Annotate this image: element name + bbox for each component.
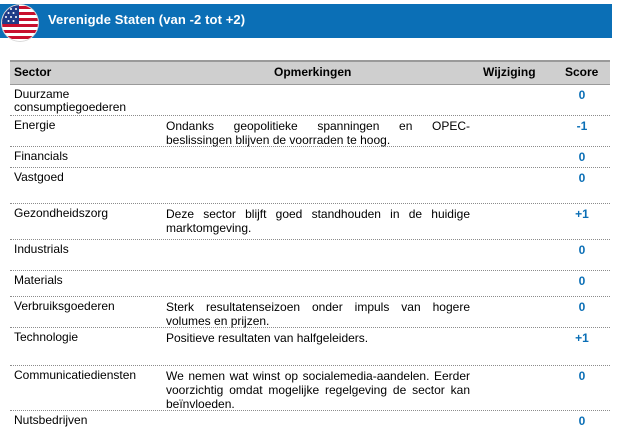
score-cell: +1 xyxy=(575,331,589,345)
sector-table xyxy=(10,60,610,433)
table-row xyxy=(10,297,610,328)
table-row xyxy=(10,147,610,168)
banner-title: Verenigde Staten (van -2 tot +2) xyxy=(48,12,246,27)
table-row xyxy=(10,411,610,433)
score-cell: 0 xyxy=(578,414,586,428)
score-cell: 0 xyxy=(578,243,586,257)
header-score: Score xyxy=(565,65,599,79)
sector-cell: Vastgoed xyxy=(14,170,64,184)
table-header xyxy=(10,60,610,85)
score-cell: +1 xyxy=(575,207,589,221)
opmerkingen-cell: We nemen wat winst op socialemedia-aandelen. Eerder voorzichtig omdat mogelijke regelgeving de sector kan beïnvloeden. xyxy=(166,369,470,411)
sector-cell: Nutsbedrijven xyxy=(14,413,88,427)
sector-cell: Duurzame consumptiegoederen xyxy=(14,87,127,114)
header-wijziging: Wijziging xyxy=(483,65,536,79)
opmerkingen-cell: Sterk resultatenseizoen onder impuls van hogere volumes en prijzen. xyxy=(166,300,470,328)
table-row xyxy=(10,116,610,147)
us-flag-icon xyxy=(2,5,38,41)
opmerkingen-cell: Deze sector blijft goed standhouden in de huidige marktomgeving. xyxy=(166,207,470,235)
table-row xyxy=(10,168,610,204)
title-banner xyxy=(0,4,612,38)
header-opmerkingen: Opmerkingen xyxy=(274,65,352,79)
score-cell: -1 xyxy=(576,119,588,133)
score-cell: 0 xyxy=(578,88,586,102)
sector-cell: Energie xyxy=(14,118,56,132)
sector-cell: Gezondheidszorg xyxy=(14,206,109,220)
score-cell: 0 xyxy=(578,300,586,314)
sector-cell: Technologie xyxy=(14,330,79,344)
table-row xyxy=(10,204,610,240)
score-cell: 0 xyxy=(578,171,586,185)
score-cell: 0 xyxy=(578,369,586,383)
sector-cell: Verbruiksgoederen xyxy=(14,299,115,313)
table-row xyxy=(10,366,610,411)
score-cell: 0 xyxy=(578,150,586,164)
header-sector: Sector xyxy=(14,65,52,79)
sector-cell: Materials xyxy=(14,273,63,287)
sector-cell: Industrials xyxy=(14,242,69,256)
table-row xyxy=(10,271,610,297)
opmerkingen-cell: Positieve resultaten van halfgeleiders. xyxy=(166,331,369,345)
table-row xyxy=(10,328,610,366)
sector-cell: Financials xyxy=(14,149,69,163)
table-row xyxy=(10,85,610,116)
opmerkingen-cell: Ondanks geopolitieke spanningen en OPEC-beslissingen blijven de voorraden te hoog. xyxy=(166,119,470,147)
sector-cell: Communicatiediensten xyxy=(14,368,137,382)
score-cell: 0 xyxy=(578,274,586,288)
table-row xyxy=(10,240,610,271)
